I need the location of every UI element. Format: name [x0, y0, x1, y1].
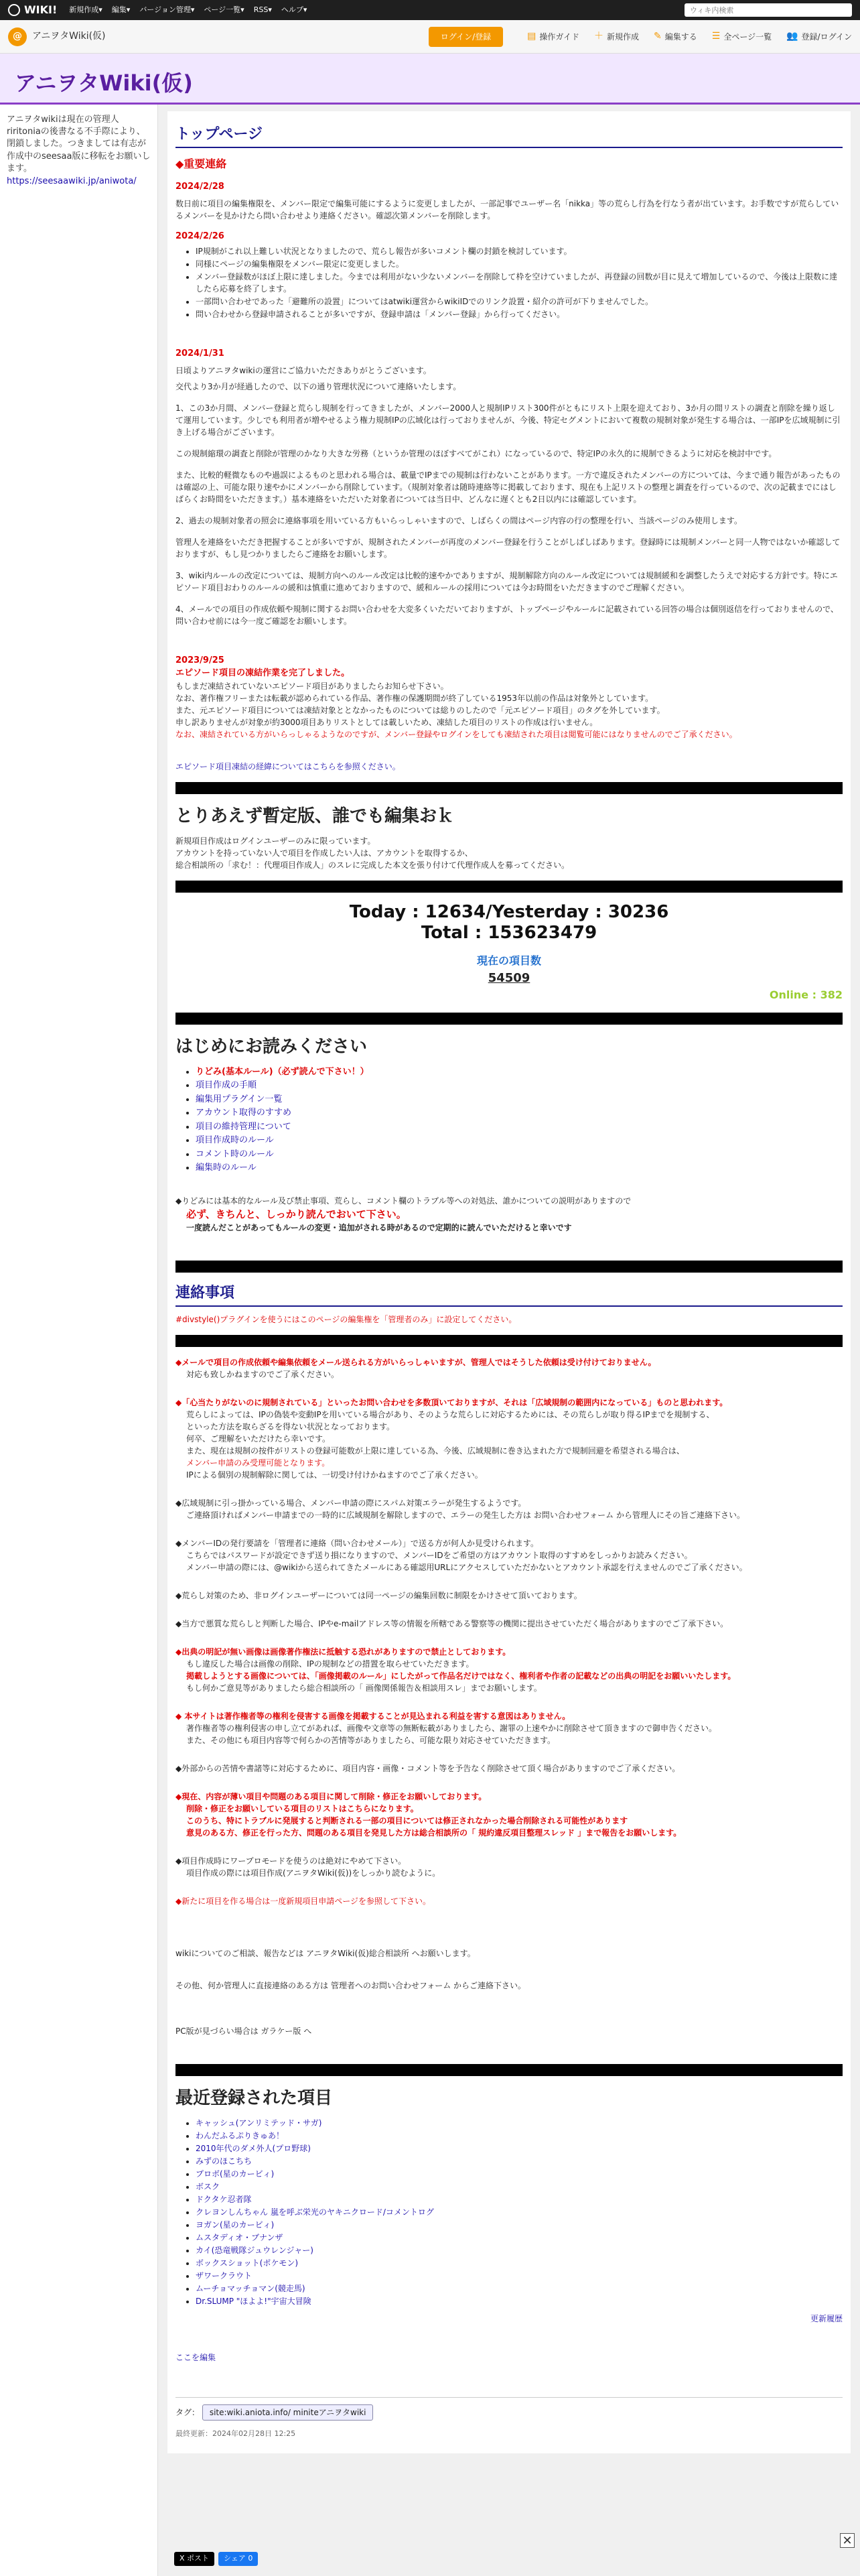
- recent-item-link[interactable]: カイ(恐竜戦隊ジュウレンジャー): [196, 2246, 313, 2256]
- news-paragraph: この規制縮環の調査と削除が管理のかなり大きな労務（というか管理のほぼすべてがこれ）になっているので、特定IPの永久的に規制できるように対応を検討中です。: [175, 448, 777, 458]
- article-count: 54509: [488, 970, 530, 985]
- notice-body: もし違反した場合は画像の削除、IPの規制などの措置を取らせていただきます。: [186, 1659, 474, 1669]
- news-list: [196, 245, 843, 320]
- tentative-line: 総合相談所の「求む！：代理項目作成人」のスレに完成した本文を張り付けて代理作成人を募ってください。: [175, 860, 570, 870]
- notice-body: ご連絡頂ければメンバー申請までの一時的に広域規制を解除しますので、エラーの発生した方は お問い合わせフォーム から管理人にその旨ご連絡下さい。: [186, 1510, 745, 1521]
- episode-lines: [175, 680, 843, 740]
- episode-heading: エピソード項目の凍結作業を完了しました。: [175, 668, 350, 678]
- episode-red-line: なお、凍結されている方がいらっしゃるようなのですが、メンバー登録やログインをしても凍結された項目は閲覧可能にはなりませんのでご了承ください。: [175, 729, 737, 739]
- tag-area: [175, 2397, 843, 2421]
- recent-item-link[interactable]: ヨガン(星のカービィ): [196, 2220, 275, 2230]
- news-paragraph: 1、この3か月間、メンバー登録と荒らし規制を行ってきましたが、メンバー2000人と規制IPリスト300件がともにリスト上限を迎えており、3か月の間リストの調査と削除を繰り返して運用しています。少しでも利用者が増やせるよう権力規制IPの広域化は行っておりませんが、今後、特定セグメントにおいて複数の規制対象が発生する場合は、一部IPを広域規制に引き上げる場合がございます。: [175, 403, 841, 437]
- first-read-list: [196, 1066, 843, 1175]
- episode-line: 申し訳ありませんが対象が約3000項目ありリストとしては載しいため、凍結した項目のリストの作成は行いません。: [175, 717, 598, 727]
- notice-body: もし何かご意見等がありましたら総合相談所の「 画像関係報告＆相談用スレ」までお願いします。: [186, 1683, 542, 1693]
- site-name[interactable]: アニヲタWiki(仮): [32, 31, 106, 42]
- recent-item-link[interactable]: わんだふるぷりきゅあ！: [196, 2131, 285, 2141]
- first-read-note: ◆りどみには基本的なルール及び禁止事項、荒らし、コメント欄のトラブル等への対処法、誰かについての説明がありますので: [175, 1196, 632, 1206]
- notice-body: こちらではパスワードが設定できず送り損になりますので、メンバーIDをご希望の方はアカウント取得のすすめをしっかりお読みください。: [186, 1551, 693, 1561]
- rule-link[interactable]: りどみ(基本ルール)（必ず読んで下さい！）: [196, 1066, 369, 1077]
- sidebar: [0, 105, 158, 2576]
- login-register-button[interactable]: ログイン/登録: [429, 27, 503, 47]
- notice-body: 対応も致しかねますのでご了承ください。: [186, 1370, 340, 1380]
- notice-body: 項目作成の際には項目作成(アニヲタWiki(仮))をしっかり読むように。: [186, 1868, 441, 1878]
- first-read-note: 一度読んだことがあってもルールの変更・追加がされる時があるので定期的に読んでいただけると幸いです: [186, 1223, 572, 1233]
- access-today: Today : 12634/Yesterday : 30236: [349, 901, 669, 922]
- all-pages-button[interactable]: ☰ 全ページ一覧: [712, 29, 772, 44]
- news-paragraph: 4、メールでの項目の作成依頼や規制に関するお問い合わせを大変多くいただいておりますが、トップページやルールに記載されている回答の場合は個別返信を行っておりませんので、問い合わせ前には今一度ご確認をお願いします。: [175, 604, 839, 626]
- notice-lead: ◆当方で悪質な荒らしと判断した場合、IPやe-mailアドレス等の情報を所轄である警察等の機関に提出させていただく場合がありますのでご了承下さい。: [175, 1619, 729, 1629]
- tentative-line: 新規項目作成はログインユーザーのみに限っています。: [175, 836, 376, 846]
- notice-body: 意見のある方、修正を行った方、問題のある項目を発見した方は総合相談所の「 規約違反項目整理スレッド 」まで報告をお願いします。: [186, 1828, 682, 1838]
- episode-line: もしまだ凍結されていないエピソード項目がありましたらお知らせ下さい。: [175, 681, 449, 691]
- news-paragraph: 3、wiki内ルールの改定については、規制方向へのルール改定は比較的速やかでありますが、規制解除方向のルール改定については規制緩和を調整したうえで対応する方針です。特にエピソード項目おわりのルールの緩和は慎重に進めておりますので、緩和ルールの採用については今お時間をいただきますのでご理解ください。: [175, 570, 838, 592]
- list-item: • 同様にページの編集権限をメンバー限定に変更しました。: [196, 258, 843, 270]
- pc-version-line[interactable]: PC版が見づらい場合は ガラケー版 へ: [175, 2026, 312, 2037]
- rule-link[interactable]: 編集用プラグイン一覧: [196, 1094, 283, 1104]
- recent-item-link[interactable]: ムーチョマッチョマン(競走馬): [196, 2284, 305, 2294]
- news-date: 2023/9/25: [175, 655, 224, 665]
- sidebar-seesaa-link[interactable]: https://seesaawiki.jp/aniwota/: [7, 176, 137, 186]
- title-banner: [0, 54, 860, 105]
- facebook-share-button[interactable]: シェア 0: [218, 2552, 258, 2566]
- logo-circle-icon: [8, 4, 20, 16]
- recent-list: [196, 2117, 843, 2307]
- first-read-warning: 必ず、きちんと、しっかり読んでおいて下さい。: [186, 1208, 407, 1220]
- news-paragraph: 日頃よりアニヲタwikiの運営にご協力いただきありがとうございます。: [175, 365, 431, 375]
- new-page-button[interactable]: ＋ 新規作成: [594, 29, 639, 44]
- top-page-heading: トップページ: [175, 123, 843, 148]
- divider: [175, 782, 843, 794]
- notice-lead: ◆現在、内容が薄い項目や問題のある項目に関して削除・修正をお願いしております。: [175, 1792, 487, 1802]
- recent-item-link[interactable]: ムスタディオ・ブナンザ: [196, 2233, 283, 2243]
- rule-link[interactable]: 項目作成の手順: [196, 1080, 257, 1091]
- important-heading: ◆重要連絡: [175, 157, 227, 170]
- menu-new[interactable]: 新規作成▾: [69, 5, 102, 14]
- episode-line: なお、著作権フリーまたは転載が認められている作品、著作権の保護期間が終了している1953年以前の作品は対象外としています。: [175, 693, 654, 703]
- divider: [175, 2064, 843, 2076]
- news-date: 2024/1/31: [175, 348, 224, 359]
- recent-item-link[interactable]: 2010年代のダメ外人(プロ野球): [196, 2144, 311, 2154]
- rule-link[interactable]: アカウント取得のすすめ: [196, 1108, 292, 1118]
- notice-body: といった方法を取らざるを得ない状況となっております。: [186, 1422, 395, 1432]
- guide-button[interactable]: ▤ 操作ガイド: [527, 29, 579, 44]
- tentative-lines: [175, 835, 843, 871]
- system-bar: [0, 0, 860, 20]
- book-icon: ▤: [527, 31, 536, 42]
- recent-heading: 最近登録された項目: [175, 2088, 333, 2109]
- tentative-line: アカウントを持っていない人で項目を作成したい人は、アカウントを取得するか、: [175, 848, 473, 858]
- pencil-icon: ✎: [654, 31, 662, 42]
- news-paragraph: 管理人を連絡をいただき把握することが多いですが、規制されたメンバーが再度のメンバー登録を行うことがしばしばあります。登録時には規制メンバーと同一人物ではないか確認しておりますが、もし見つかりましたらご連絡をお願いします。: [175, 537, 841, 559]
- recent-item-link[interactable]: ドクタケ忍者隊: [196, 2195, 252, 2205]
- notice-body: 荒らしによっては、IPの偽装や変動IPを用いている場合があり、そのような荒らしに対応するためには、その荒らしが取り得るIPまでを規制する、: [186, 1410, 715, 1420]
- rule-link[interactable]: コメント時のルール: [196, 1149, 274, 1159]
- rule-link[interactable]: 項目の維持管理について: [196, 1121, 291, 1132]
- rule-link[interactable]: 項目作成時のルール: [196, 1135, 274, 1146]
- consult-line[interactable]: wikiについてのご相談、報告などは アニヲタWiki(仮)総合相談所 へお願いします。: [175, 1949, 476, 1959]
- notice-body: また、現在は規制の按件がリストの登録可能数が上限に達している為、今後、広域規制に巻き込まれた方で規制回避を希望される場合は、: [186, 1446, 685, 1456]
- notices: [175, 1356, 843, 1907]
- site-bar: [0, 20, 860, 54]
- menu-rss[interactable]: RSS▾: [253, 5, 272, 14]
- users-icon: 👥: [786, 31, 798, 42]
- site-icon[interactable]: @: [8, 27, 27, 46]
- list-item: • メンバー登録数がほぼ上限に達しました。今までは利用がない少ないメンバーを削除して枠を空けていましたが、再登録の回数が目に見えて増加しているので、今後は上限数に達したら応募を終了します。: [196, 271, 843, 295]
- update-history-link[interactable]: 更新履歴: [810, 2314, 843, 2324]
- news-paragraph: 2、過去の規制対象者の照会に連絡事項を用いている方もいらっしゃいますので、しばらくの間はページ内容の行の整理を行い、当該ページのみ使用します。: [175, 515, 742, 525]
- contact-heading: 連絡事項: [175, 1282, 843, 1307]
- main-content: [158, 105, 860, 2576]
- recent-item-link[interactable]: キャッシュ(アンリミテッド・サガ): [196, 2118, 322, 2128]
- tag-label: タグ：: [175, 2408, 200, 2418]
- notice-lead: ◆広域規制に引っ掛かっている場合、メンバー申請の際にスパム対策エラーが発生するようです。: [175, 1498, 526, 1508]
- menu-help[interactable]: ヘルプ▾: [281, 5, 307, 14]
- notice-lead: ◆メンバーIDの発行要請を「管理者に連絡（問い合わせメール）」で送る方が何人か見受けられます。: [175, 1539, 539, 1549]
- recent-item-link[interactable]: みずのほこちち: [196, 2156, 253, 2167]
- share-buttons: [174, 2552, 258, 2566]
- list-item: • IP規制がこれ以上難しい状況となりましたので、荒らし報告が多いコメント欄の封鎖を検討しています。: [196, 245, 843, 257]
- x-post-button[interactable]: X ポスト: [174, 2552, 214, 2566]
- access-total: Total : 153623479: [421, 922, 597, 943]
- list-icon: ☰: [711, 31, 721, 42]
- menu-version[interactable]: バージョン管理▾: [139, 5, 195, 14]
- other-contact-line[interactable]: その他、何か管理人に直接連絡のある方は 管理者へのお問い合わせフォーム からご連絡下さい。: [175, 1981, 526, 1991]
- recent-item-link[interactable]: ザワークラウト: [196, 2271, 253, 2281]
- page-title[interactable]: アニヲタWiki(仮): [15, 70, 193, 96]
- notice-lead: ◆ 本サイトは著作権者等の権利を侵害する画像を掲載することが見込まれる利益を害する意図はありません。: [175, 1712, 571, 1722]
- plugin-warning: #divstyle()プラグインを使うにはこのページの編集権を「管理者のみ」に設定してください。: [175, 1315, 517, 1325]
- notice-lead: ◆外部からの苦情や書諸等に対応するために、項目内容・画像・コメント等を予告なく削除させて頂く場合がありますのでご了承ください。: [175, 1764, 680, 1774]
- sidebar-notice: アニヲタwikiは現在の管理人riritoniaの後書なる不手際により、閉鎖しました。つきましては有志が作成中のseesaa版に移転をお願いします。: [7, 115, 151, 174]
- news-paragraphs: [175, 365, 843, 627]
- episode-freeze-link[interactable]: エピソード項目凍結の経緯についてはこちらを参照ください。: [175, 761, 401, 771]
- edit-here-link[interactable]: ここを編集: [175, 2353, 216, 2363]
- notice-body: メンバー申請の際には、@wikiから送られてきたメールにある確認用URLにアクセスしていただかないとアカウント承認を行えませんのでご了承ください。: [186, 1563, 747, 1573]
- notice-lead: ◆「心当たりがないのに規制されている」といったお問い合わせを多数頂いておりますが、それは「広域規制の範囲内になっている」ものと思われます。: [175, 1398, 728, 1408]
- news-paragraph: 交代より3か月が経過したので、以下の通り管理状況について連絡いたします。: [175, 381, 461, 391]
- notice-lead: ◆出典の明記が無い画像は画像著作権法に抵触する恐れがありますので禁止としております。: [175, 1647, 511, 1657]
- divider: [175, 1335, 843, 1347]
- wiki-search-input[interactable]: [685, 3, 852, 17]
- recent-item-link[interactable]: ボスク: [196, 2182, 220, 2192]
- user-login-button[interactable]: 👥 登録/ログイン: [786, 29, 852, 44]
- first-read-heading: はじめにお読みください: [175, 1036, 368, 1057]
- rule-link[interactable]: 編集時のルール: [196, 1163, 257, 1173]
- notice-lead: ◆荒らし対策のため、非ログインユーザーについては同一ページの編集回数に制限をかけさせて頂いております。: [175, 1591, 582, 1601]
- notice-body: 削除・修正をお願いしている項目のリストはこちらになります。: [186, 1804, 419, 1814]
- news-paragraph: また、比較的軽微なものや過誤によるものと思われる場合は、載量でIPまでの規制は行わないことがあります。一方で違反されたメンバーの方については、今まで通り報告があったものは確認の上、可能な限り速やかにメンバーから削除しています。（規制対象者は随時連絡等に掲載しております、現在も上記リストの整理と調査を行っているので、次の記載までにはしばらくお時間をいただきます。）基本連絡をいただいた対象者については当日中、どんなに遅くとも2日以内には確認しています。: [175, 470, 841, 504]
- menu-pages[interactable]: ページ一覧▾: [204, 5, 244, 14]
- tag-chip[interactable]: site:wiki.aniota.info/ miniteアニヲタwiki: [202, 2404, 374, 2421]
- news-date: 2024/2/28: [175, 182, 224, 192]
- notice-body: 何卒、ご理解をいただけたら幸いです。: [186, 1434, 331, 1444]
- recent-item-link[interactable]: Dr.SLUMP "ほよよ!"宇宙大冒険: [196, 2297, 311, 2307]
- divider: [175, 1013, 843, 1025]
- tentative-heading: とりあえず暫定版、誰でも編集おｋ: [175, 806, 455, 826]
- close-icon[interactable]: ✕: [840, 2533, 855, 2548]
- edit-button[interactable]: ✎ 編集する: [654, 29, 697, 44]
- notice-body: IPによる個別の規制解除に関しては、一切受け付けかねますのでご了承ください。: [186, 1470, 483, 1480]
- list-item: • 問い合わせから登録申請されることが多いですが、登録申請は「メンバー登録」から行ってください。: [196, 308, 843, 320]
- recent-item-link[interactable]: プロボ(星のカービィ): [196, 2169, 275, 2179]
- notice-body: 著作権者等の権利侵害の申し立てがあれば、画像や文章等の無断転載がありましたら、謝罪の上速やかに削除させて頂きますので御申告ください。: [186, 1724, 717, 1734]
- recent-item-link[interactable]: クレヨンしんちゃん 嵐を呼ぶ栄光のヤキニクロード/コメントログ: [196, 2207, 434, 2217]
- last-updated: 最終更新：2024年02月28日 12:25: [175, 2429, 296, 2439]
- news-date: 2024/2/26: [175, 231, 224, 241]
- plus-icon: ＋: [594, 31, 604, 42]
- online-count: Online : 382: [769, 988, 843, 1001]
- notice-lead: ◆新たに項目を作る場合は一度新規項目申請ページを参照して下さい。: [175, 1896, 431, 1907]
- list-item: • 一部問い合わせであった「避難所の設置」についてはatwiki運営からwikiIDでのリンク設置・紹介の許可が下りませんでした。: [196, 296, 843, 308]
- menu-edit[interactable]: 編集▾: [111, 5, 131, 14]
- recent-item-link[interactable]: ボックスショット(ポケモン): [196, 2258, 299, 2268]
- content-panel: [167, 111, 851, 2453]
- divider: [175, 1261, 843, 1273]
- divider: [175, 881, 843, 893]
- notice-lead: ◆メールで項目の作成依頼や編集依頼をメール送られる方がいらっしゃいますが、管理人ではそうした依頼は受け付けておりません。: [175, 1358, 656, 1368]
- article-count-label[interactable]: 現在の項目数: [476, 954, 541, 967]
- atwiki-logo[interactable]: WIKI!: [8, 2, 57, 18]
- news-text: 数日前に項目の編集権限を、メンバー限定で編集可能にするように変更しましたが、一部記事でユーザー名「nikka」等の荒らし行為を行なう者が出ています。お手数ですが荒らしているメンバーを見かけたら問い合わせより連絡ください。確認次第メンバーを削除します。: [175, 198, 839, 220]
- episode-line: また、元エピソード項目については凍結対象ととなかったものについては総りのしたので「元エピソード項目」のタグを外しています。: [175, 705, 665, 715]
- notice-body: また、その他にも項目内容等で何らかの苦情等がありましたら、可能な限り対応させていただきます。: [186, 1736, 556, 1746]
- notice-body: このうち、特にトラブルに発展すると判断される一部の項目については修正されなかった場合削除される可能性があります: [186, 1816, 628, 1826]
- notice-lead: ◆項目作成時にワープロモードを使うのは絶対にやめて下さい。: [175, 1856, 407, 1866]
- notice-body: メンバー申請のみ受理可能となります。: [186, 1458, 330, 1468]
- notice-body: 掲載しようとする画像については、「画像掲載のルール」にしたがって作品名だけではなく、権利者や作者の記載などの出典の明記をお願いいたします。: [186, 1671, 736, 1681]
